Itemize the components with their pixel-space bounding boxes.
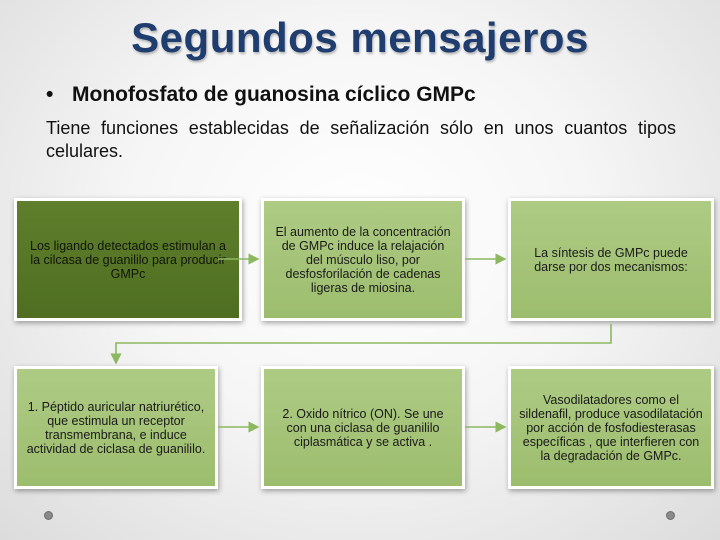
nav-dot-left (44, 511, 53, 520)
flow-box-peptide (14, 366, 218, 489)
flow-box-ligands-text: Los ligando detectados estimulan a la cilcasa de guanililo para producir GMPc (30, 238, 226, 281)
flow-box-mechanisms-text: La síntesis de GMPc puede darse por dos mecanismos: (534, 245, 688, 274)
slide-title: Segundos mensajeros (131, 14, 589, 61)
bullet-symbol: • (46, 83, 54, 106)
intro-paragraph: Tiene funciones establecidas de señalización sólo en unos cuantos tipos celulares. (46, 118, 676, 161)
arrow-box3-to-box4 (116, 324, 611, 363)
flow-box-vasodilators-text: Vasodilatadores como el sildenafil, produce vasodilatación por acción de fosfodiesterasas específicas , que interfieren con la degradación de GMPc. (519, 392, 703, 463)
bullet-text: Monofosfato de guanosina cíclico GMPc (72, 83, 476, 106)
flow-box-mechanisms (508, 198, 714, 321)
bullet-point (46, 83, 476, 107)
flow-box-vasodilators (508, 366, 714, 489)
flow-box-nitric-oxide (261, 366, 465, 489)
flow-box-nitric-oxide-text: 2. Oxido nítrico (ON). Se une con una ciclasa de guanililo ciplasmática y se activa . (282, 406, 444, 449)
flow-box-relaxation (261, 198, 465, 321)
flow-box-peptide-text: 1. Péptido auricular natriurético, que estimula un receptor transmembrana, e induce actividad de ciclasa de guanililo. (26, 399, 206, 456)
nav-dot-right (666, 511, 675, 520)
flow-box-ligands (14, 198, 242, 321)
flow-box-relaxation-text: El aumento de la concentración de GMPc induce la relajación del músculo liso, por desfosforilación de cadenas ligeras de miosina. (275, 224, 451, 295)
